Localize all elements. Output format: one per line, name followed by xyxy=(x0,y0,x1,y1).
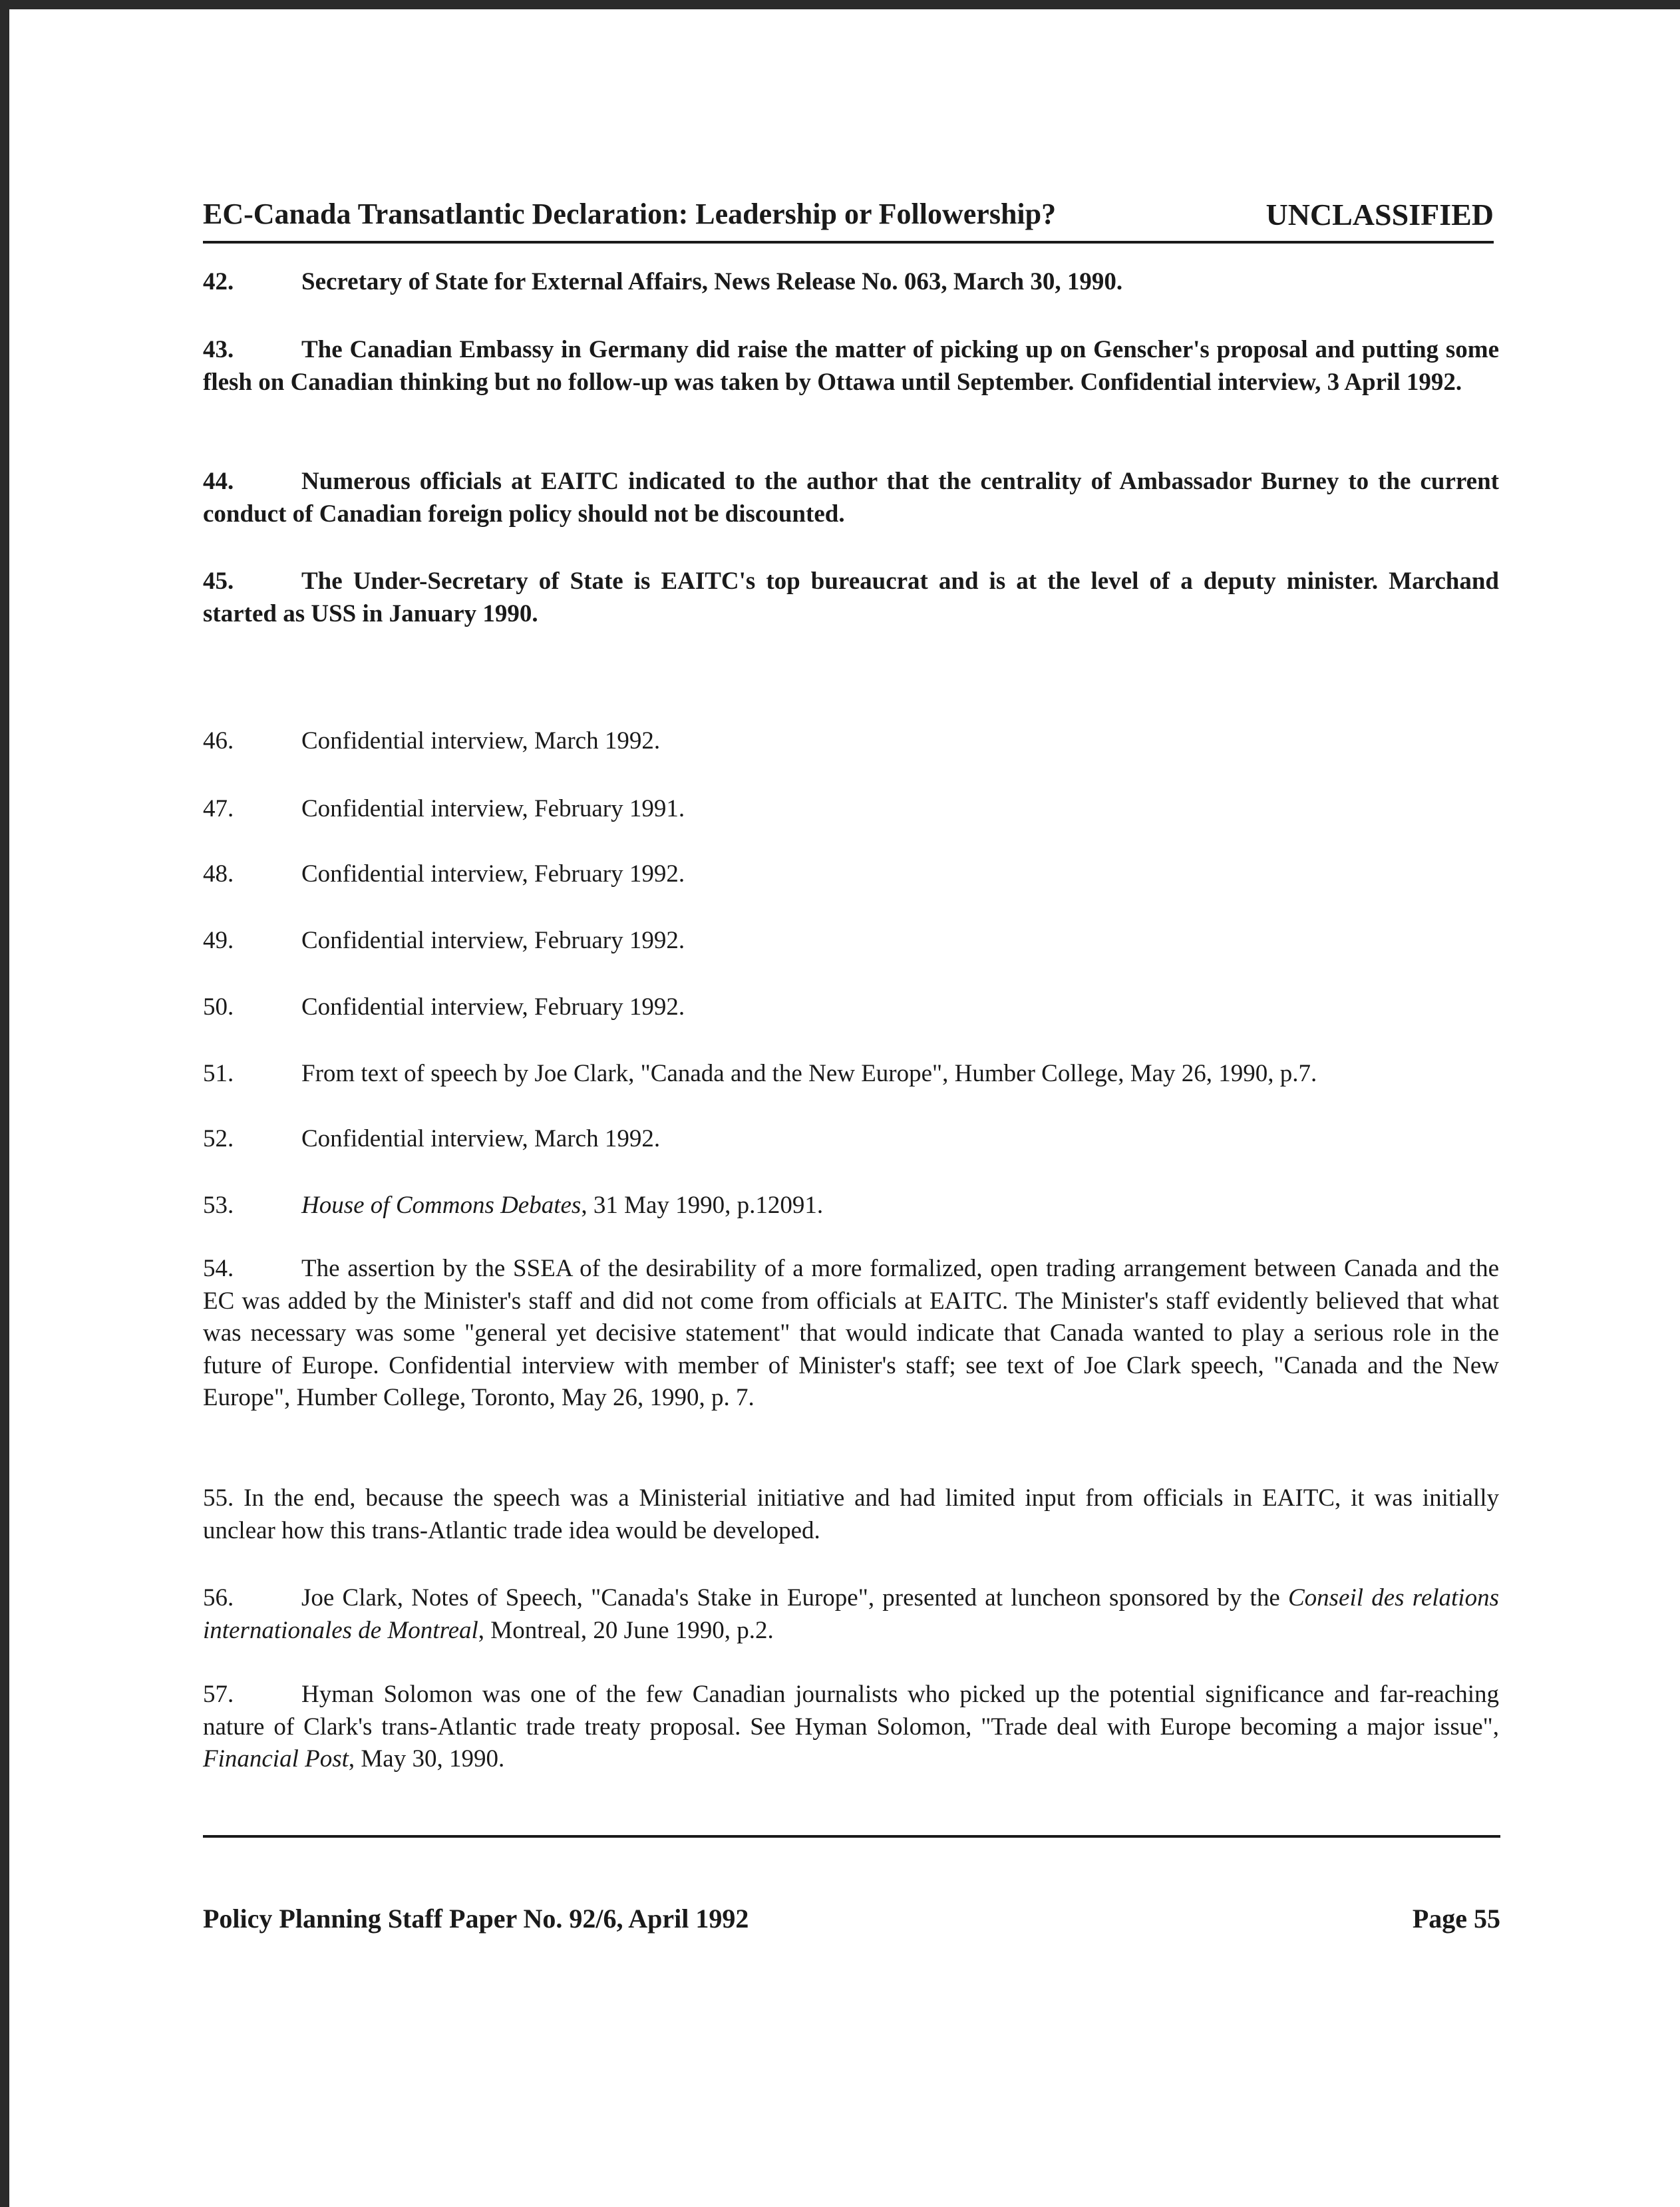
endnote-53 xyxy=(203,1190,1499,1222)
citation-title: House of Commons Debates xyxy=(301,1192,582,1219)
page-number: Page 55 xyxy=(1412,1904,1500,1934)
endnote-54 xyxy=(203,1253,1499,1415)
endnote-text-end: , May 30, 1990. xyxy=(348,1745,505,1773)
endnote-51 xyxy=(203,1058,1499,1091)
endnote-text: The assertion by the SSEA of the desirability of a more formalized, open trading arrangement between Canada and the EC was added by the Minister's staff and did not come from officials at EAITC. The Minister's staff evidently believed that what was necessary was some "general yet decisive statement" that would indicate that Canada wanted to play a serious role in the future of Europe. Confidential interview with member of Minister's staff; see text of Joe Clark speech, "Canada and the New Europe", Humber College, Toronto, May 26, 1990, p. 7. xyxy=(203,1255,1499,1411)
endnote-42 xyxy=(203,266,1499,299)
endnote-number: 47. xyxy=(203,795,234,822)
endnote-text: Confidential interview, March 1992. xyxy=(301,1125,661,1152)
document-title: EC-Canada Transatlantic Declaration: Leadership or Followership? xyxy=(203,198,1057,230)
endnote-number: 46. xyxy=(203,727,234,755)
endnote-text: Confidential interview, February 1992. xyxy=(301,860,685,888)
endnote-text: , 31 May 1990, p.12091. xyxy=(581,1192,824,1219)
endnote-number: 50. xyxy=(203,993,234,1021)
endnote-49 xyxy=(203,925,1499,957)
endnote-text: In the end, because the speech was a Ministerial initiative and had limited input from officials in EAITC, it was initially unclear how this trans-Atlantic trade idea would be developed. xyxy=(203,1484,1499,1544)
endnote-number: 49. xyxy=(203,927,234,954)
endnote-number: 42. xyxy=(203,268,234,295)
classification-label: UNCLASSIFIED xyxy=(1265,198,1494,232)
endnote-number: 56. xyxy=(203,1584,234,1612)
endnote-43 xyxy=(203,334,1499,399)
citation-title: Financial Post xyxy=(203,1745,349,1773)
page-header xyxy=(203,197,1494,237)
endnote-text: Confidential interview, February 1992. xyxy=(301,993,685,1021)
endnote-50 xyxy=(203,991,1499,1024)
scan-border-top xyxy=(0,0,1680,9)
endnote-number: 53. xyxy=(203,1192,234,1219)
endnote-text: Confidential interview, February 1992. xyxy=(301,927,685,954)
endnote-number: 44. xyxy=(203,468,234,495)
endnote-number: 43. xyxy=(203,336,234,363)
header-rule xyxy=(203,241,1494,244)
endnote-55 xyxy=(203,1482,1499,1547)
endnote-text: Confidential interview, February 1991. xyxy=(301,795,685,822)
endnote-text: Numerous officials at EAITC indicated to the author that the centrality of Ambassador Burney to the current conduct of Canadian foreign policy should not be discounted. xyxy=(203,468,1499,528)
endnote-number: 55. xyxy=(203,1484,234,1512)
endnote-47 xyxy=(203,793,1499,826)
endnote-text: Confidential interview, March 1992. xyxy=(301,727,661,755)
endnote-number: 52. xyxy=(203,1125,234,1152)
endnote-48 xyxy=(203,858,1499,891)
endnote-46 xyxy=(203,725,1499,758)
endnote-57 xyxy=(203,1679,1499,1776)
scan-border-left xyxy=(0,0,9,2207)
footer-rule xyxy=(203,1835,1500,1838)
endnote-text: Hyman Solomon was one of the few Canadian journalists who picked up the potential significance and far-reaching nature of Clark's trans-Atlantic trade treaty proposal. See Hyman Solomon, "Trade deal with Europe becoming a major issue", xyxy=(203,1681,1499,1741)
endnote-text: The Under-Secretary of State is EAITC's top bureaucrat and is at the level of a deputy minister. Marchand started as USS in January 1990. xyxy=(203,568,1499,627)
endnote-number: 57. xyxy=(203,1681,234,1708)
endnote-number: 54. xyxy=(203,1255,234,1282)
endnote-44 xyxy=(203,466,1499,530)
endnote-45 xyxy=(203,566,1499,630)
endnote-text: Joe Clark, Notes of Speech, "Canada's Stake in Europe", presented at luncheon sponsored by the xyxy=(301,1584,1288,1612)
paper-reference: Policy Planning Staff Paper No. 92/6, April 1992 xyxy=(203,1904,749,1934)
endnote-52 xyxy=(203,1123,1499,1156)
endnote-number: 51. xyxy=(203,1060,234,1087)
endnote-number: 45. xyxy=(203,568,234,595)
endnote-text: Secretary of State for External Affairs, News Release No. 063, March 30, 1990. xyxy=(301,268,1123,295)
endnote-text-end: , Montreal, 20 June 1990, p.2. xyxy=(478,1616,774,1644)
endnote-56 xyxy=(203,1582,1499,1647)
citation-title: Conseil des relations internationales de Montreal xyxy=(203,1584,1499,1644)
endnote-text: From text of speech by Joe Clark, "Canada and the New Europe", Humber College, May 26, 1990, p.7. xyxy=(301,1060,1317,1087)
endnote-number: 48. xyxy=(203,860,234,888)
endnote-text: The Canadian Embassy in Germany did raise the matter of picking up on Genscher's proposal and putting some flesh on Canadian thinking but no follow-up was taken by Ottawa until September. Confidential interview, 3 April 1992. xyxy=(203,336,1499,396)
